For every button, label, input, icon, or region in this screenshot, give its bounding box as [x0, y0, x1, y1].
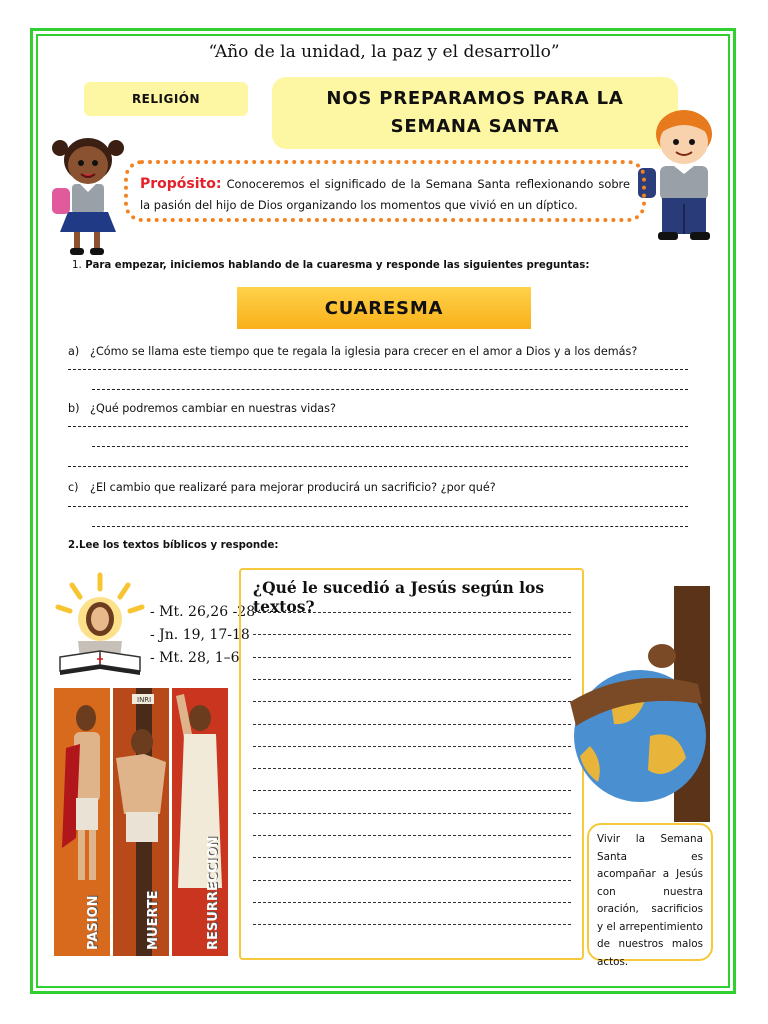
- answer-line[interactable]: [68, 506, 688, 507]
- answer-line[interactable]: [92, 446, 688, 447]
- panel-label-pasion: PASION: [86, 895, 101, 950]
- section1-instruction: [72, 260, 589, 271]
- bible-answer-title: ¿Qué le sucedió a Jesús según los textos?: [253, 578, 545, 616]
- bible-answer-line[interactable]: [253, 924, 571, 925]
- purpose-box: [124, 160, 646, 222]
- question-a-letter: a): [68, 345, 80, 358]
- bible-answer-line[interactable]: [253, 813, 571, 814]
- bible-answer-box: [239, 568, 584, 960]
- bible-answer-line[interactable]: [253, 768, 571, 769]
- globe-cross-illustration: [570, 586, 718, 822]
- section1-instruction-text: Para empezar, iniciemos hablando de la cuaresma y responde las siguientes preguntas:: [85, 260, 590, 271]
- question-c: [68, 481, 496, 494]
- answer-line[interactable]: [68, 426, 688, 427]
- subject-label: RELIGIÓN: [84, 82, 248, 116]
- purpose-text: Conoceremos el significado de la Semana Santa reflexionando sobre la pasión del hijo de Dios organizando los momentos que vivió en un díptico.: [140, 177, 630, 212]
- question-c-letter: c): [68, 481, 79, 494]
- bible-answer-line[interactable]: [253, 657, 571, 658]
- question-c-text: ¿El cambio que realizaré para mejorar producirá un sacrificio? ¿por qué?: [90, 481, 496, 494]
- bible-answer-line[interactable]: [253, 724, 571, 725]
- girl-illustration: [50, 132, 134, 260]
- bible-answer-line[interactable]: [253, 679, 571, 680]
- panel-label-resurreccion: RESURRECCION: [206, 836, 221, 950]
- page-title-box: [272, 77, 678, 149]
- bible-answer-line[interactable]: [253, 790, 571, 791]
- boy-illustration: [636, 104, 736, 244]
- passion-panels-art: [54, 688, 228, 956]
- year-motto: “Año de la unidad, la paz y el desarrollo”: [208, 42, 560, 62]
- answer-line[interactable]: [92, 389, 688, 390]
- bible-reference: - Mt. 28, 1–6: [150, 650, 240, 666]
- question-a-text: ¿Cómo se llama este tiempo que te regala la iglesia para crecer en el amor a Dios y a los demás?: [90, 345, 638, 358]
- panel-label-muerte: MUERTE: [146, 890, 161, 950]
- section2-instruction: 2.Lee los textos bíblicos y responde:: [68, 540, 279, 551]
- bible-answer-line[interactable]: [253, 634, 571, 635]
- question-b: [68, 402, 336, 415]
- bible-answer-line[interactable]: [253, 746, 571, 747]
- answer-line[interactable]: [68, 369, 688, 370]
- bible-answer-line[interactable]: [253, 880, 571, 881]
- question-b-text: ¿Qué podremos cambiar en nuestras vidas?: [90, 402, 336, 415]
- page-title: NOS PREPARAMOS PARA LA SEMANA SANTA: [326, 88, 624, 137]
- bible-answer-line[interactable]: [253, 835, 571, 836]
- bible-answer-line[interactable]: [253, 857, 571, 858]
- passion-panels: [54, 688, 228, 956]
- answer-line[interactable]: [92, 526, 688, 527]
- section1-number: 1.: [72, 260, 82, 271]
- bible-reference: - Jn. 19, 17-18: [150, 627, 250, 643]
- question-b-letter: b): [68, 402, 80, 415]
- inri-sign: INRI: [137, 696, 152, 704]
- bible-answer-line[interactable]: [253, 902, 571, 903]
- bible-reference: - Mt. 26,26 -28: [150, 604, 256, 620]
- purpose-label: Propósito:: [140, 176, 222, 192]
- bible-answer-line[interactable]: [253, 612, 571, 613]
- cuaresma-banner: CUARESMA: [237, 287, 531, 329]
- question-a: [68, 345, 637, 358]
- jesus-bible-illustration: [52, 567, 148, 679]
- bible-answer-line[interactable]: [253, 701, 571, 702]
- answer-line[interactable]: [68, 466, 688, 467]
- semana-santa-note: Vivir la Semana Santa es acompañar a Jesús con nuestra oración, sacrificios y el arrepentimiento de nuestros malos actos.: [587, 823, 713, 961]
